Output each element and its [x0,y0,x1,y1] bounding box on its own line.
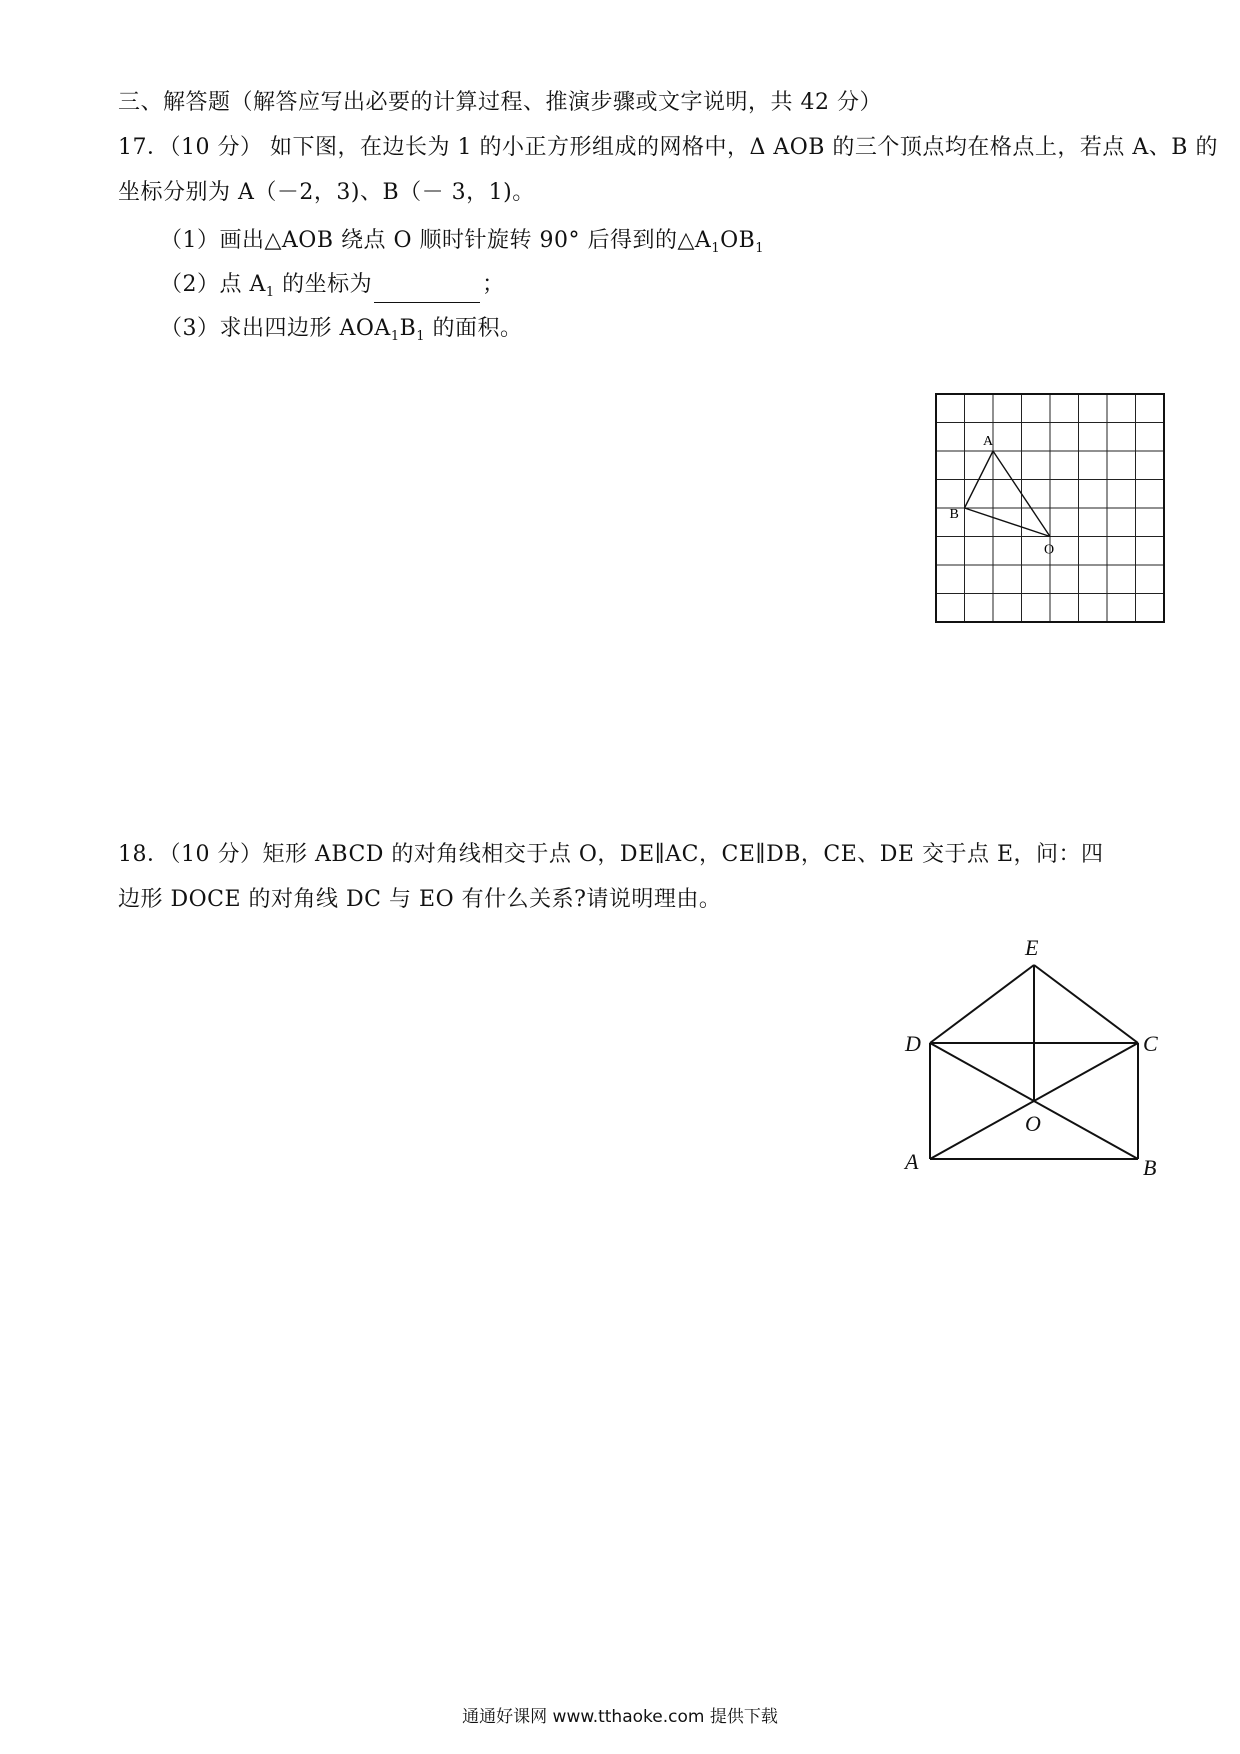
triangle-aob [965,451,1051,537]
section-heading: 三、解答题（解答应写出必要的计算过程、推演步骤或文字说明，共 42 分） [118,90,882,115]
segment-de [930,965,1034,1043]
label-c: C [1143,1031,1158,1056]
label-e: E [1025,935,1039,960]
vertex-label-o: O [1044,542,1055,558]
vertex-label-a: A [983,434,994,449]
grid-lines [936,394,1164,622]
q17-grid-figure [930,388,1170,628]
q17-part1: （1）画出△AOB 绕点 O 顺时针旋转 90° 后得到的$\triangle A_1OB_1$ [160,228,765,256]
answer-blank[interactable] [374,278,480,303]
label-b: B [1143,1155,1157,1180]
q17-stem-line1: 17．（10 分） 如下图，在边长为 1 的小正方形组成的网格中，Δ AOB 的三个顶点均在格点上，若点 A、B 的 [118,135,1218,160]
q17-part3: （3）求出四边形 $AOA_1B_1$ 的面积。 [160,316,523,344]
vertex-label-b: B [949,507,959,522]
label-a: A [905,1149,919,1174]
q18-stem-line2: 边形 DOCE 的对角线 DC 与 EO 有什么关系?请说明理由。 [118,887,722,912]
triangle-edge-bo [965,508,1051,537]
triangle-labels [950,434,1055,558]
page-footer: 通通好课网 www.tthaoke.com 提供下载 [462,1707,778,1727]
q18-stem-line1: 18．（10 分）矩形 ABCD 的对角线相交于点 O，DE∥AC，CE∥DB，CE、DE 交于点 E，问：四 [118,842,1104,867]
q18-rectangle-figure [895,925,1175,1185]
label-o: O [1025,1111,1041,1136]
segment-ce [1034,965,1138,1043]
label-d: D [905,1031,921,1056]
q17-stem-line2: 坐标分别为 A（－2，3)、B（－ 3，1)。 [118,180,535,205]
q17-part2: （2）点 $A_1$ 的坐标为 ； [160,270,505,303]
